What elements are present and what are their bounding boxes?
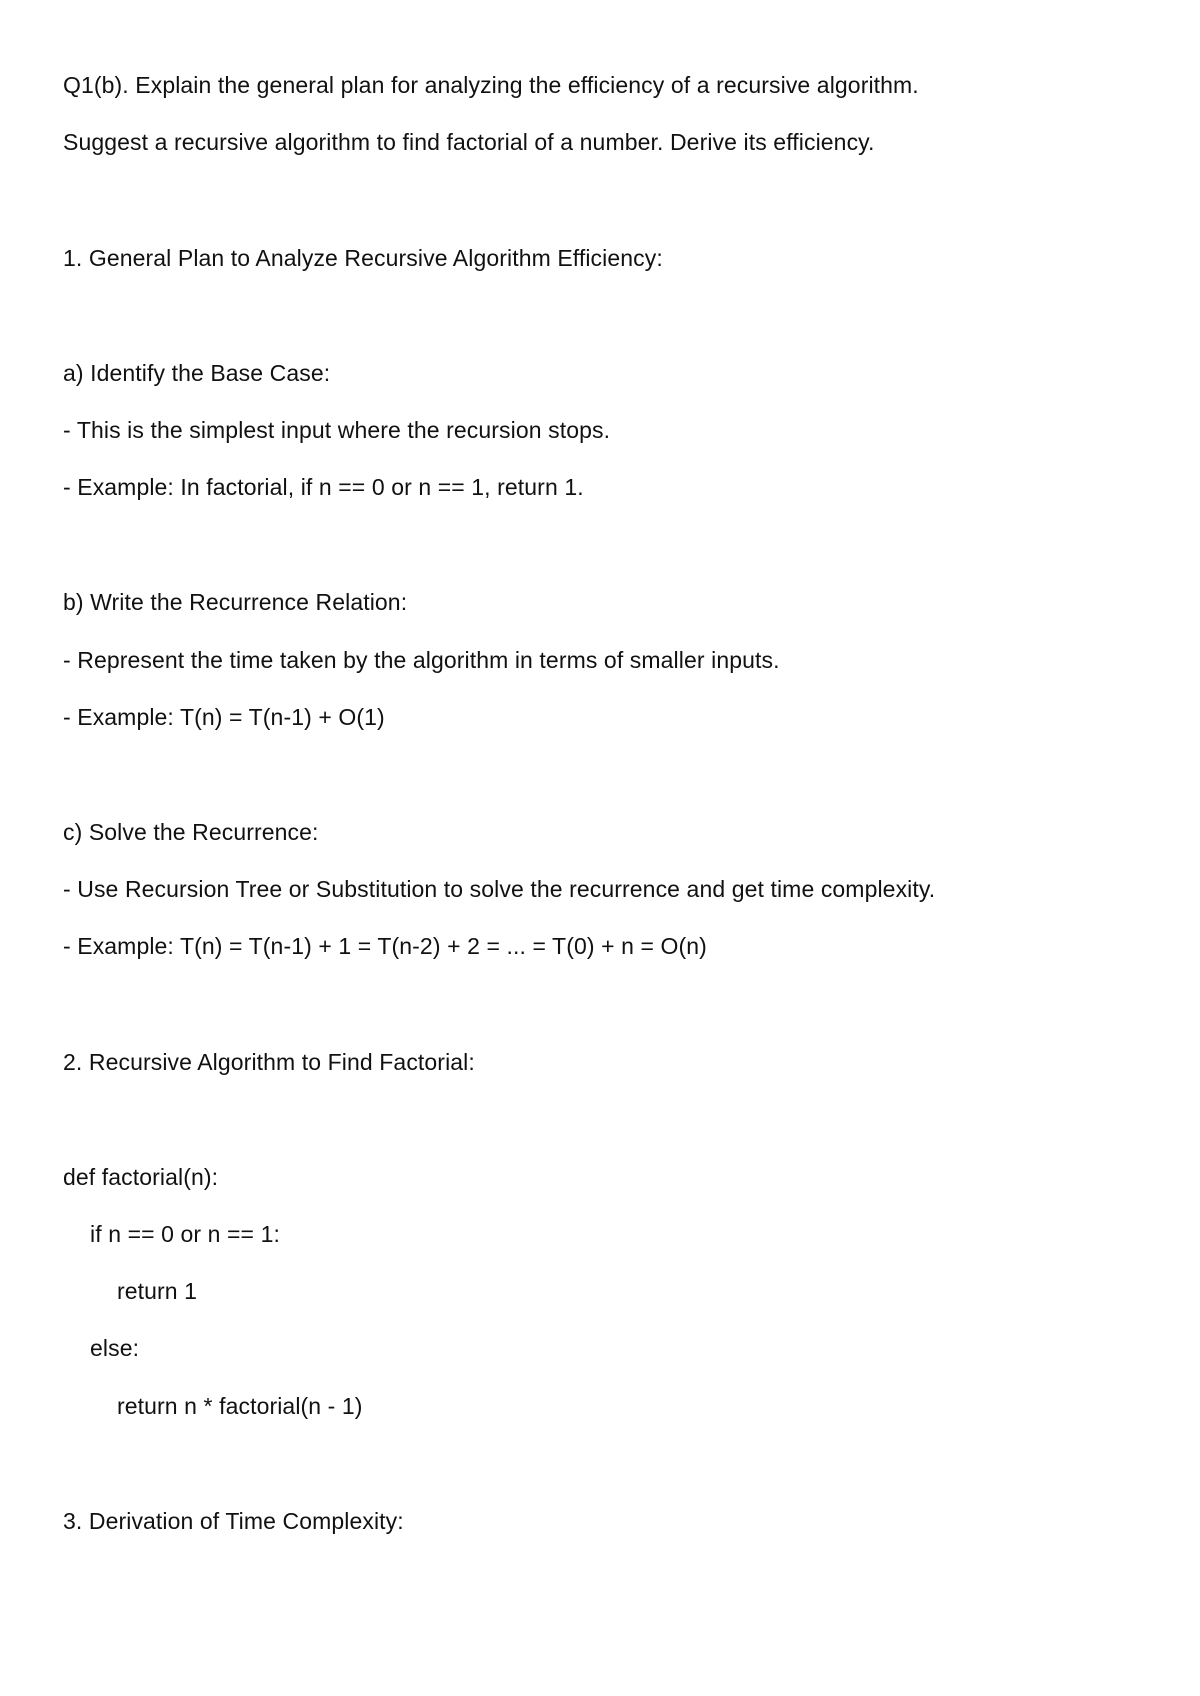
section-3-heading: 3. Derivation of Time Complexity: xyxy=(63,1508,404,1534)
subsection-a-point-2: - Example: In factorial, if n == 0 or n == 1, return 1. xyxy=(63,474,584,500)
code-line-5: return n * factorial(n - 1) xyxy=(117,1393,363,1419)
subsection-b-point-1: - Represent the time taken by the algorithm in terms of smaller inputs. xyxy=(63,647,780,673)
code-line-3: return 1 xyxy=(117,1278,198,1304)
section-1-heading: 1. General Plan to Analyze Recursive Algorithm Efficiency: xyxy=(63,245,663,271)
section-2-heading: 2. Recursive Algorithm to Find Factorial: xyxy=(63,1049,475,1075)
code-line-4: else: xyxy=(90,1335,140,1361)
subsection-b-title: b) Write the Recurrence Relation: xyxy=(63,589,408,615)
subsection-b-point-2: - Example: T(n) = T(n-1) + O(1) xyxy=(63,704,385,730)
subsection-c-title: c) Solve the Recurrence: xyxy=(63,819,319,845)
question-line-2: Suggest a recursive algorithm to find factorial of a number. Derive its efficiency. xyxy=(63,129,875,155)
question-line-1: Q1(b). Explain the general plan for analyzing the efficiency of a recursive algorithm. xyxy=(63,72,919,98)
subsection-c-point-2: - Example: T(n) = T(n-1) + 1 = T(n-2) + 2 = ... = T(0) + n = O(n) xyxy=(63,933,707,959)
subsection-a-title: a) Identify the Base Case: xyxy=(63,360,331,386)
subsection-c-point-1: - Use Recursion Tree or Substitution to solve the recurrence and get time complexity. xyxy=(63,876,936,902)
code-line-1: def factorial(n): xyxy=(63,1164,219,1190)
code-line-2: if n == 0 or n == 1: xyxy=(90,1221,280,1247)
subsection-a-point-1: - This is the simplest input where the recursion stops. xyxy=(63,417,611,443)
